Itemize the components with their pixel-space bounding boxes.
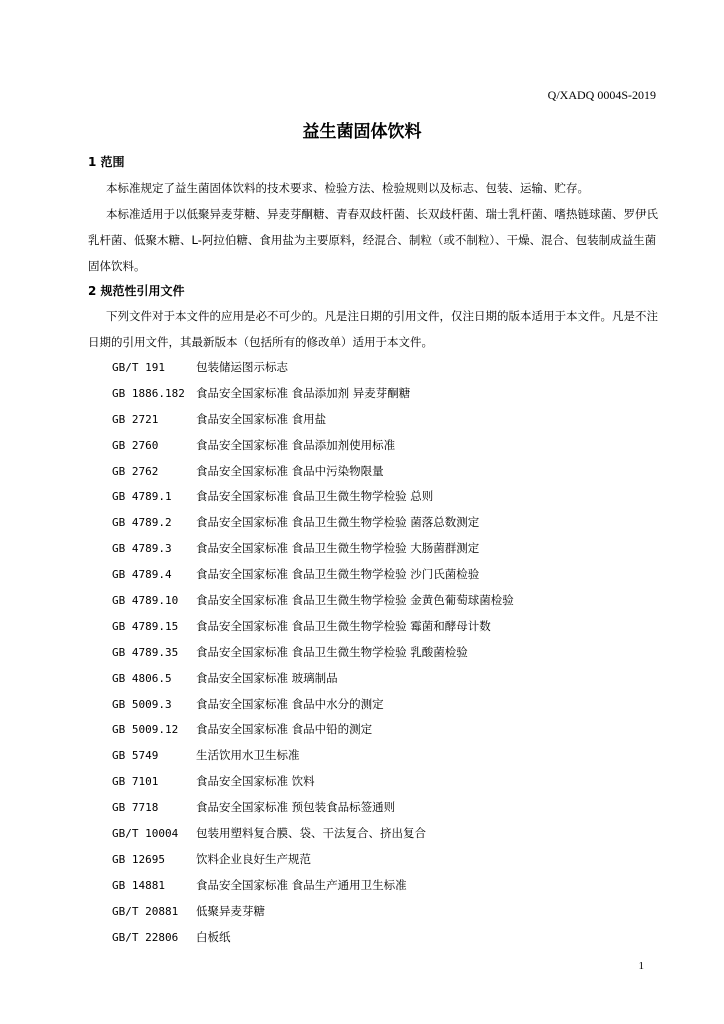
reference-code: GB 4789.1	[112, 490, 172, 504]
reference-code: GB 4789.2	[112, 516, 172, 530]
reference-code: GB 12695	[112, 852, 165, 866]
reference-code: GB 7718	[112, 801, 159, 815]
reference-item	[112, 484, 652, 510]
reference-title: 食品安全国家标准 食品添加剂使用标准	[196, 437, 396, 452]
reference-item	[112, 666, 652, 692]
reference-title: 低聚异麦芽糖	[196, 903, 265, 918]
reference-code: GB 2721	[112, 412, 159, 426]
reference-code: GB 1886.182	[112, 386, 185, 400]
reference-title: 食品安全国家标准 食品卫生微生物学检验 金黄色葡萄球菌检验	[196, 593, 514, 608]
reference-item	[112, 459, 652, 485]
reference-code: GB/T 191	[112, 361, 165, 374]
reference-code: GB 4789.15	[112, 619, 179, 633]
reference-item	[112, 355, 652, 381]
reference-item	[112, 769, 652, 795]
reference-item	[112, 873, 652, 899]
reference-item	[112, 821, 652, 847]
reference-list	[112, 355, 652, 950]
reference-item	[112, 381, 652, 407]
reference-item	[112, 510, 652, 536]
reference-item	[112, 899, 652, 925]
reference-item	[112, 847, 652, 873]
reference-code: GB 5749	[112, 749, 159, 763]
reference-code: GB/T 22806	[112, 930, 179, 944]
reference-title: 食品安全国家标准 食品添加剂 异麦芽酮糖	[196, 385, 411, 400]
document-title: 益生菌固体饮料	[302, 122, 422, 142]
reference-item	[112, 614, 652, 640]
reference-item	[112, 562, 652, 588]
reference-title: 食品安全国家标准 预包装食品标签通则	[196, 800, 396, 815]
reference-code: GB 5009.3	[112, 697, 172, 711]
reference-title: 食品安全国家标准 食品卫生微生物学检验 乳酸菌检验	[196, 644, 468, 659]
reference-code: GB 4789.3	[112, 542, 172, 556]
scope-paragraph-1: 本标准规定了益生菌固体饮料的技术要求、检验方法、检验规则以及标志、包装、运输、贮存。	[106, 181, 589, 195]
reference-title: 食品安全国家标准 饮料	[196, 774, 315, 789]
reference-item	[112, 588, 652, 614]
reference-title: 食品安全国家标准 食品卫生微生物学检验 沙门氏菌检验	[196, 567, 480, 582]
reference-code: GB 4789.35	[112, 645, 179, 659]
reference-title: 食品安全国家标准 玻璃制品	[196, 670, 338, 685]
reference-title: 食品安全国家标准 食品中水分的测定	[196, 696, 384, 711]
reference-title: 食品安全国家标准 食用盐	[196, 411, 327, 426]
page-number: 1	[638, 960, 644, 972]
reference-code: GB 4806.5	[112, 671, 172, 685]
reference-title: 食品安全国家标准 食品卫生微生物学检验 菌落总数测定	[196, 515, 480, 530]
reference-title: 包装用塑料复合膜、袋、干法复合、挤出复合	[196, 826, 426, 841]
reference-code: GB 2762	[112, 464, 159, 478]
reference-item	[112, 925, 652, 951]
reference-code: GB 5009.12	[112, 723, 179, 737]
section-heading-references: 2 规范性引用文件	[88, 284, 185, 298]
reference-item	[112, 717, 652, 743]
reference-title: 食品安全国家标准 食品生产通用卫生标准	[196, 877, 407, 892]
reference-title: 食品安全国家标准 食品卫生微生物学检验 大肠菌群测定	[196, 541, 480, 556]
reference-code: GB 4789.4	[112, 568, 172, 582]
reference-item	[112, 536, 652, 562]
reference-code: GB 14881	[112, 878, 165, 892]
reference-item	[112, 407, 652, 433]
reference-code: GB 2760	[112, 438, 159, 452]
reference-title: 生活饮用水卫生标准	[196, 748, 300, 763]
reference-item	[112, 743, 652, 769]
scope-paragraph-2: 本标准适用于以低聚异麦芽糖、异麦芽酮糖、青春双歧杆菌、长双歧杆菌、瑞士乳杆菌、嗜热链球菌、罗伊氏乳杆菌、低聚木糖、L-阿拉伯糖、食用盐为主要原料，经混合、制粒（或不制粒）、干燥、混合、包装制成益生菌固体饮料。	[88, 207, 658, 273]
standard-code: Q/XADQ 0004S-2019	[547, 88, 656, 102]
reference-item	[112, 640, 652, 666]
reference-code: GB/T 10004	[112, 827, 179, 841]
reference-item	[112, 692, 652, 718]
reference-item	[112, 795, 652, 821]
reference-title: 包装储运图示标志	[196, 360, 288, 374]
reference-title: 白板纸	[196, 929, 231, 944]
reference-code: GB/T 20881	[112, 904, 179, 918]
reference-code: GB 4789.10	[112, 594, 179, 608]
references-paragraph: 下列文件对于本文件的应用是必不可少的。凡是注日期的引用文件，仅注日期的版本适用于本文件。凡是不注日期的引用文件，其最新版本（包括所有的修改单）适用于本文件。	[88, 309, 658, 349]
section-heading-scope: 1 范围	[88, 155, 125, 169]
reference-code: GB 7101	[112, 775, 159, 789]
reference-title: 食品安全国家标准 食品卫生微生物学检验 霉菌和酵母计数	[196, 618, 491, 633]
reference-title: 食品安全国家标准 食品中铅的测定	[196, 722, 373, 737]
reference-title: 食品安全国家标准 食品卫生微生物学检验 总则	[196, 489, 434, 504]
reference-title: 食品安全国家标准 食品中污染物限量	[196, 463, 384, 478]
reference-title: 饮料企业良好生产规范	[196, 851, 311, 866]
reference-item	[112, 433, 652, 459]
